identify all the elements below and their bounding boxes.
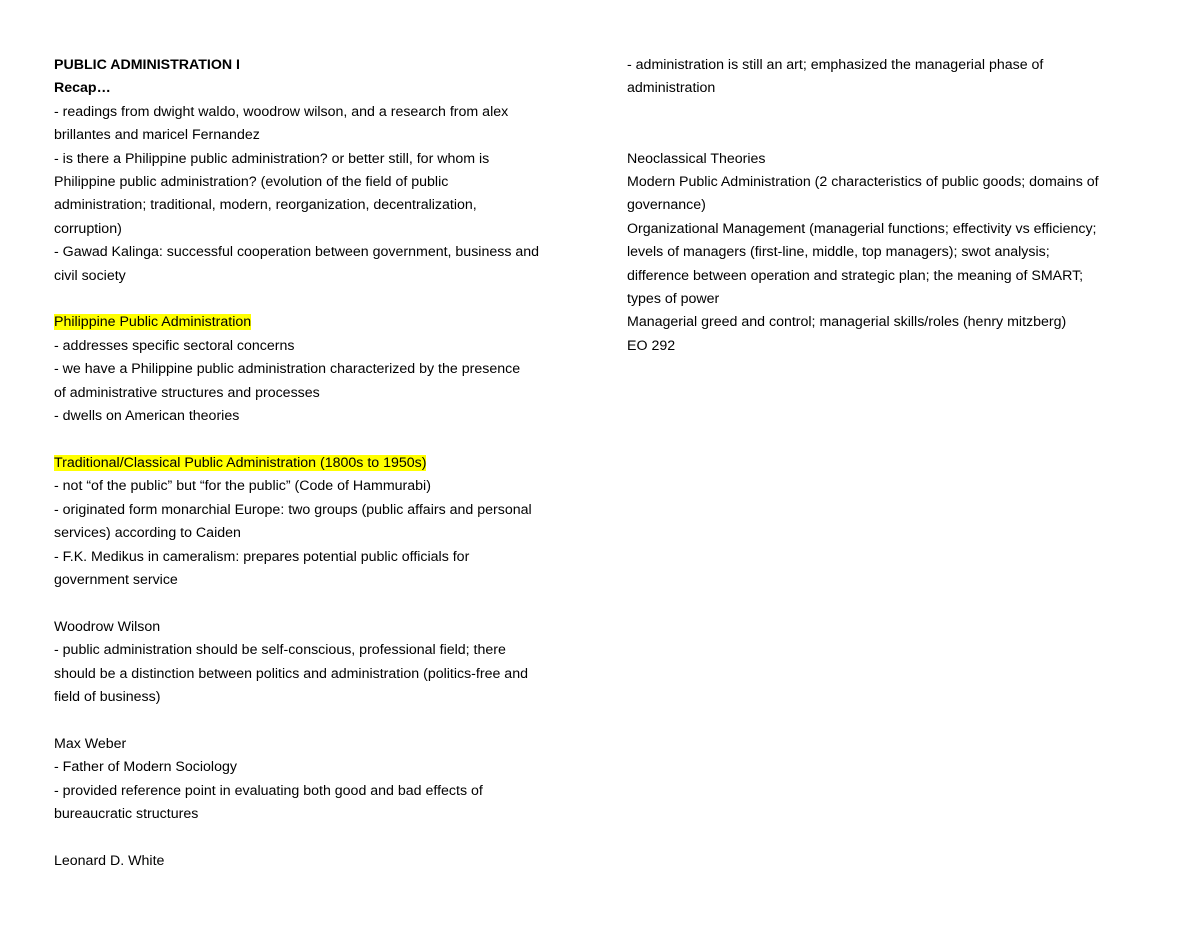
weber-heading: Max Weber (54, 735, 127, 752)
neoclassical-line: Organizational Management (managerial functions; effectivity vs efficiency; (627, 220, 1097, 237)
recap-line: corruption) (54, 220, 122, 237)
neoclassical-line: EO 292 (627, 337, 676, 354)
blank-line (54, 826, 584, 849)
ppa-heading-line (54, 311, 584, 334)
neoclassical-heading: Neoclassical Theories (627, 150, 766, 167)
recap-line: brillantes and maricel Fernandez (54, 127, 260, 144)
neoclassical-line: difference between operation and strategic plan; the meaning of SMART; (627, 267, 1084, 284)
blank-line (627, 101, 1157, 124)
continuation-line: administration (627, 80, 716, 97)
recap-line: - readings from dwight waldo, woodrow wilson, and a research from alex (54, 103, 509, 120)
recap-line: administration; traditional, modern, reorganization, decentralization, (54, 197, 477, 214)
blank-line (54, 592, 584, 615)
tcpa-line: - originated form monarchial Europe: two groups (public affairs and personal (54, 501, 532, 518)
neoclassical-line: Modern Public Administration (2 characteristics of public goods; domains of (627, 174, 1099, 190)
recap-heading: Recap… (54, 80, 111, 97)
tcpa-heading: Traditional/Classical Public Administration (1800s to 1950s) (54, 454, 427, 471)
recap-line: - Gawad Kalinga: successful cooperation between government, business and (54, 244, 540, 261)
weber-line: bureaucratic structures (54, 805, 199, 822)
wilson-heading: Woodrow Wilson (54, 618, 161, 635)
recap-line: - is there a Philippine public administration? or better still, for whom is (54, 150, 490, 167)
weber-line: - provided reference point in evaluating both good and bad effects of (54, 782, 483, 799)
neoclassical-line: Managerial greed and control; managerial skills/roles (henry mitzberg) (627, 314, 1067, 331)
tcpa-line: - F.K. Medikus in cameralism: prepares potential public officials for (54, 548, 470, 565)
tcpa-heading-line (54, 452, 584, 475)
blank-line (627, 124, 1157, 147)
recap-line: civil society (54, 267, 126, 284)
ppa-line: - addresses specific sectoral concerns (54, 337, 295, 354)
white-heading: Leonard D. White (54, 852, 165, 869)
ppa-line: - dwells on American theories (54, 408, 240, 425)
neoclassical-line: levels of managers (first-line, middle, top managers); swot analysis; (627, 244, 1050, 261)
neoclassical-line: governance) (627, 197, 706, 214)
weber-line: - Father of Modern Sociology (54, 759, 237, 776)
blank-line (54, 428, 584, 451)
wilson-line: - public administration should be self-conscious, professional field; there (54, 642, 506, 659)
right-column (627, 54, 1157, 358)
ppa-line: of administrative structures and processes (54, 384, 320, 401)
tcpa-line: services) according to Caiden (54, 525, 241, 542)
tcpa-line: government service (54, 571, 178, 588)
blank-line (54, 288, 584, 311)
blank-line (54, 709, 584, 732)
neoclassical-line: types of power (627, 291, 720, 308)
ppa-line: - we have a Philippine public administration characterized by the presence (54, 361, 521, 378)
tcpa-line: - not “of the public” but “for the public” (Code of Hammurabi) (54, 478, 431, 495)
wilson-line: should be a distinction between politics and administration (politics-free and (54, 665, 528, 682)
ppa-heading: Philippine Public Administration (54, 314, 252, 331)
left-column (54, 54, 584, 873)
document-title: PUBLIC ADMINISTRATION I (54, 57, 241, 73)
wilson-line: field of business) (54, 688, 161, 705)
recap-line: Philippine public administration? (evolution of the field of public (54, 174, 449, 191)
continuation-line: - administration is still an art; emphasized the managerial phase of (627, 57, 1044, 73)
